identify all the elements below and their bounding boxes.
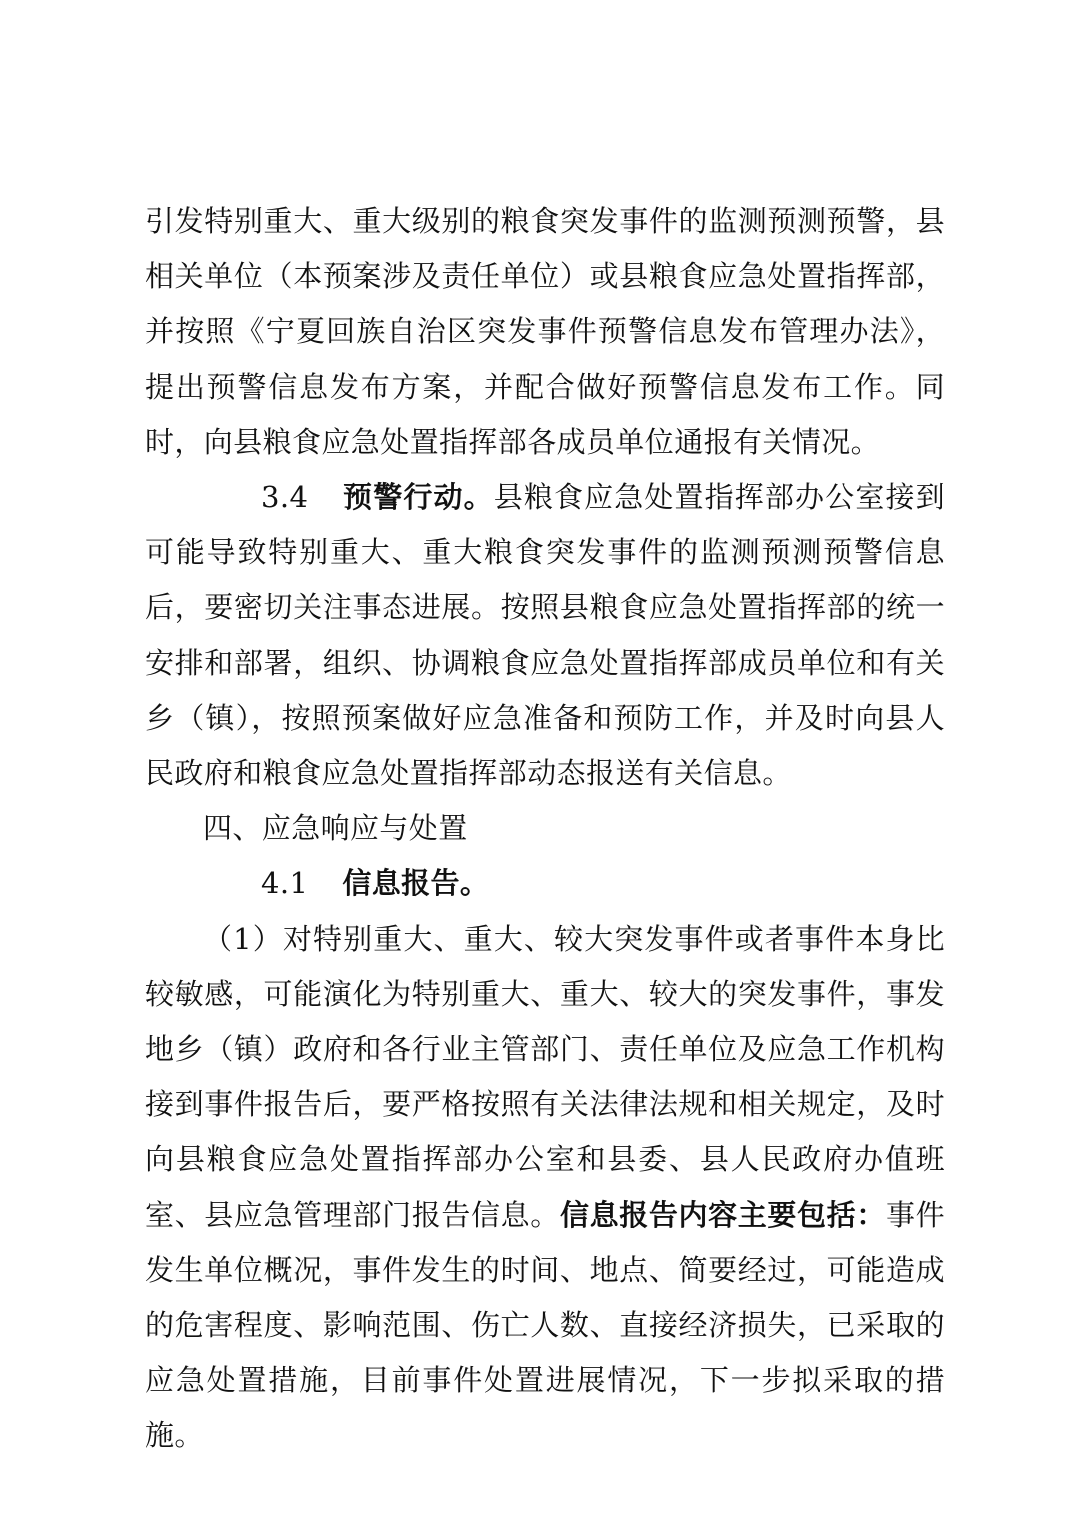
- item-1-bold-phrase: 信息报告内容主要包括：: [559, 1197, 886, 1232]
- section-3-4-number: 3.4: [261, 480, 309, 515]
- document-body: [145, 194, 945, 1464]
- item-1-body: 对特别重大、重大、较大突发事件或者事件本身比较敏感，可能演化为特别重大、重大、较大的突发事件，事发地乡（镇）政府和各行业主管部门、责任单位及应急工作机构接到事件报告后，要严格按照有关法律法规和相关规定，及时向县粮食应急处置指挥部办公室和县委、县人民政府办值班室、县应急管理部门报告信息。: [145, 921, 945, 1232]
- paragraph-warning-release-text: 引发特别重大、重大级别的粮食突发事件的监测预测预警，县相关单位（本预案涉及责任单位）或县粮食应急处置指挥部，并按照《宁夏回族自治区突发事件预警信息发布管理办法》，提出预警信息发布方案，并配合做好预警信息发布工作。同时，向县粮食应急处置指挥部各成员单位通报有关情况。: [145, 204, 945, 459]
- item-1-paragraph: [145, 912, 945, 1464]
- item-1-label: （1）: [203, 921, 283, 956]
- section-4-1: [145, 856, 945, 911]
- section-4-1-number: 4.1: [261, 866, 309, 901]
- section-3-4-title: 预警行动。: [342, 480, 494, 515]
- chapter-4-heading: 四、应急响应与处置: [203, 811, 468, 846]
- paragraph-warning-release: [145, 194, 945, 470]
- item-1-tail: 事件发生单位概况，事件发生的时间、地点、简要经过，可能造成的危害程度、影响范围、伤亡人数、直接经济损失，已采取的应急处置措施，目前事件处置进展情况，下一步拟采取的措施。: [145, 1197, 945, 1453]
- section-3-4: [145, 470, 945, 801]
- section-3-4-body: 县粮食应急处置指挥部办公室接到可能导致特别重大、重大粮食突发事件的监测预测预警信息后，要密切关注事态进展。按照县粮食应急处置指挥部的统一安排和部署，组织、协调粮食应急处置指挥部成员单位和有关乡（镇），按照预案做好应急准备和预防工作，并及时向县人民政府和粮食应急处置指挥部动态报送有关信息。: [145, 480, 945, 791]
- section-4-1-title: 信息报告。: [342, 866, 490, 901]
